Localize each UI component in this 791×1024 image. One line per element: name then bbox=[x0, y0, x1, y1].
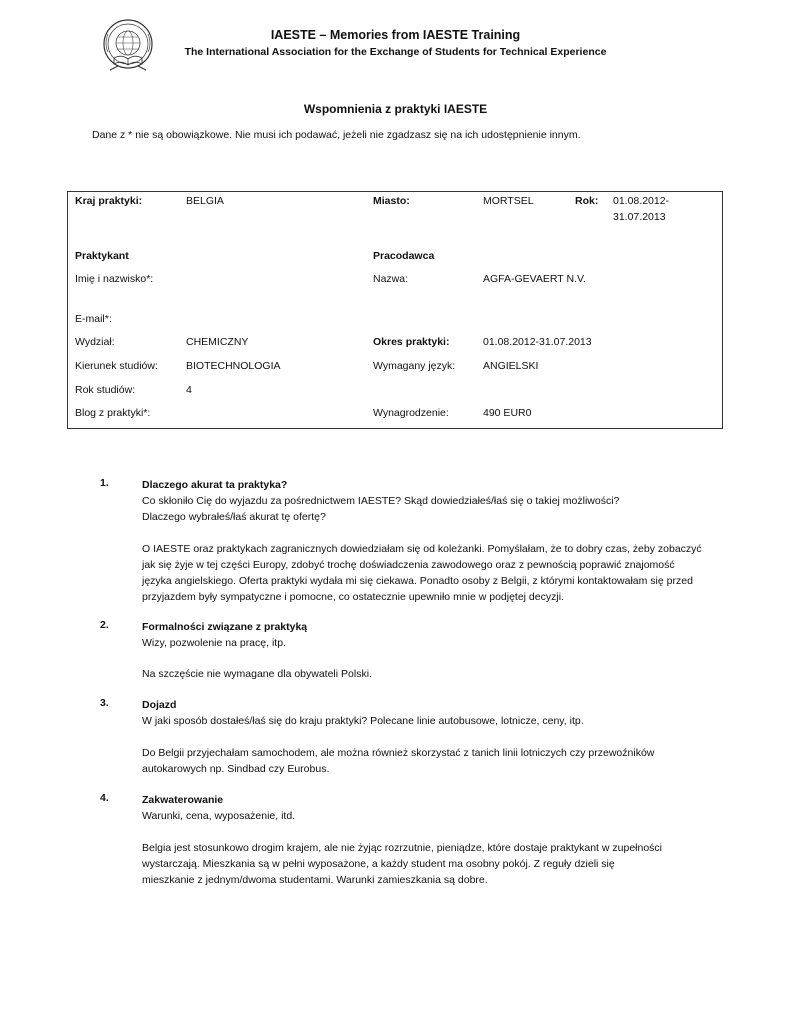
field-label: Kierunek studiów: bbox=[75, 360, 158, 372]
question-title: Dlaczego akurat ta praktyka? bbox=[142, 479, 288, 491]
answer-line: O IAESTE oraz praktykach zagranicznych dowiedziałam się od koleżanki. Pomyślałam, że to dobry czas, żeby zobaczyć bbox=[142, 543, 702, 555]
blog-label: Blog z praktyki*: bbox=[75, 407, 151, 419]
year-value-line1: 01.08.2012- bbox=[613, 195, 670, 207]
period-label: Okres praktyki: bbox=[373, 336, 450, 348]
document-title: Wspomnienia z praktyki IAESTE bbox=[303, 102, 488, 116]
intro-note: Dane z * nie są obowiązkowe. Nie musi ich podawać, jeżeli nie zgadzasz się na ich udostępnienie innym. bbox=[92, 129, 581, 141]
company-value: AGFA-GEVAERT N.V. bbox=[483, 273, 586, 285]
answer-line: wystarczają. Mieszkania są w pełni wyposażone, a każdy student ma osobny pokój. Z reguły dzieli się bbox=[142, 858, 615, 870]
answer-line: Na szczęście nie wymagane dla obywateli Polski. bbox=[142, 668, 372, 680]
question-prompt-line: Wizy, pozwolenie na pracę, itp. bbox=[142, 637, 286, 649]
question-prompt-line: Warunki, cena, wyposażenie, itd. bbox=[142, 810, 296, 822]
answer-line: Do Belgii przyjechałam samochodem, ale można również skorzystać z tanich linii lotniczych czy przewoźników bbox=[142, 747, 655, 759]
question-block bbox=[142, 697, 767, 729]
email-label: E-mail*: bbox=[75, 313, 112, 325]
faculty-value: CHEMICZNY bbox=[186, 336, 249, 348]
language-label: Wymagany język: bbox=[373, 360, 456, 372]
question-prompt-line: Co skłoniło Cię do wyjazdu za pośrednictwem IAESTE? Skąd dowiedziałeś/łaś się o takiej możliwości? bbox=[142, 495, 620, 507]
study-year-label: Rok studiów: bbox=[75, 384, 136, 396]
answer-line: autokarowych np. Sindbad czy Eurobus. bbox=[142, 763, 330, 775]
faculty-label: Wydział: bbox=[75, 336, 115, 348]
question-block bbox=[142, 792, 767, 824]
employer-heading: Pracodawca bbox=[373, 250, 435, 262]
question-number: 3. bbox=[100, 697, 109, 709]
period-value: 01.08.2012-31.07.2013 bbox=[483, 336, 592, 348]
question-prompt-line: Dlaczego wybrałeś/łaś akurat tę ofertę? bbox=[142, 511, 326, 523]
trainee-heading: Praktykant bbox=[75, 250, 129, 262]
question-prompt-line: W jaki sposób dostałeś/łaś się do kraju praktyki? Polecane linie autobusowe, lotnicze, ceny, itp. bbox=[142, 715, 584, 727]
answer-block bbox=[142, 840, 767, 888]
question-block bbox=[142, 477, 767, 525]
study-year-value: 4 bbox=[186, 384, 192, 396]
year-label: Rok: bbox=[575, 195, 599, 207]
header-title: IAESTE – Memories from IAESTE Training bbox=[270, 28, 521, 42]
question-title: Formalności związane z praktyką bbox=[142, 621, 308, 633]
city-value: MORTSEL bbox=[483, 195, 534, 207]
training-info-box bbox=[67, 191, 723, 429]
name-label: Imię i nazwisko*: bbox=[75, 273, 154, 285]
question-title: Dojazd bbox=[142, 699, 177, 711]
salary-label: Wynagrodzenie: bbox=[373, 407, 449, 419]
answer-line: Belgia jest stosunkowo drogim krajem, ale nie żyjąc rozrzutnie, pieniądze, które dostaje praktykant w zupełności bbox=[142, 842, 663, 854]
answer-line: jak się żyje w tej części Europy, zdobyć trochę doświadczenia zawodowego oraz z pewnością poprawić znajomość bbox=[142, 559, 675, 571]
answer-line: języka angielskiego. Oferta praktyki wydała mi się ciekawa. Ponadto osoby z Belgii, z którymi kontaktowałam się przed bbox=[142, 575, 693, 587]
country-value: BELGIA bbox=[186, 195, 224, 207]
answer-line: mieszkanie z jednym/dwoma studentami. Warunki zamieszkania są dobre. bbox=[142, 874, 488, 886]
answer-block bbox=[142, 745, 767, 777]
question-block bbox=[142, 619, 767, 651]
field-value: BIOTECHNOLOGIA bbox=[186, 360, 281, 372]
country-label: Kraj praktyki: bbox=[75, 195, 143, 207]
language-value: ANGIELSKI bbox=[483, 360, 539, 372]
question-title: Zakwaterowanie bbox=[142, 794, 224, 806]
question-number: 4. bbox=[100, 792, 109, 804]
company-label: Nazwa: bbox=[373, 273, 409, 285]
question-number: 2. bbox=[100, 619, 109, 631]
answer-block bbox=[142, 666, 767, 682]
answer-line: przyjazdem były sympatyczne i pomocne, co ostatecznie upewniło mnie w podjętej decyzji. bbox=[142, 591, 564, 603]
header-subtitle: The International Association for the Exchange of Students for Technical Experience bbox=[184, 46, 607, 58]
year-value-line2: 31.07.2013 bbox=[613, 211, 666, 223]
answer-block bbox=[142, 541, 767, 605]
city-label: Miasto: bbox=[373, 195, 410, 207]
salary-value: 490 EUR0 bbox=[483, 407, 532, 419]
question-number: 1. bbox=[100, 477, 109, 489]
